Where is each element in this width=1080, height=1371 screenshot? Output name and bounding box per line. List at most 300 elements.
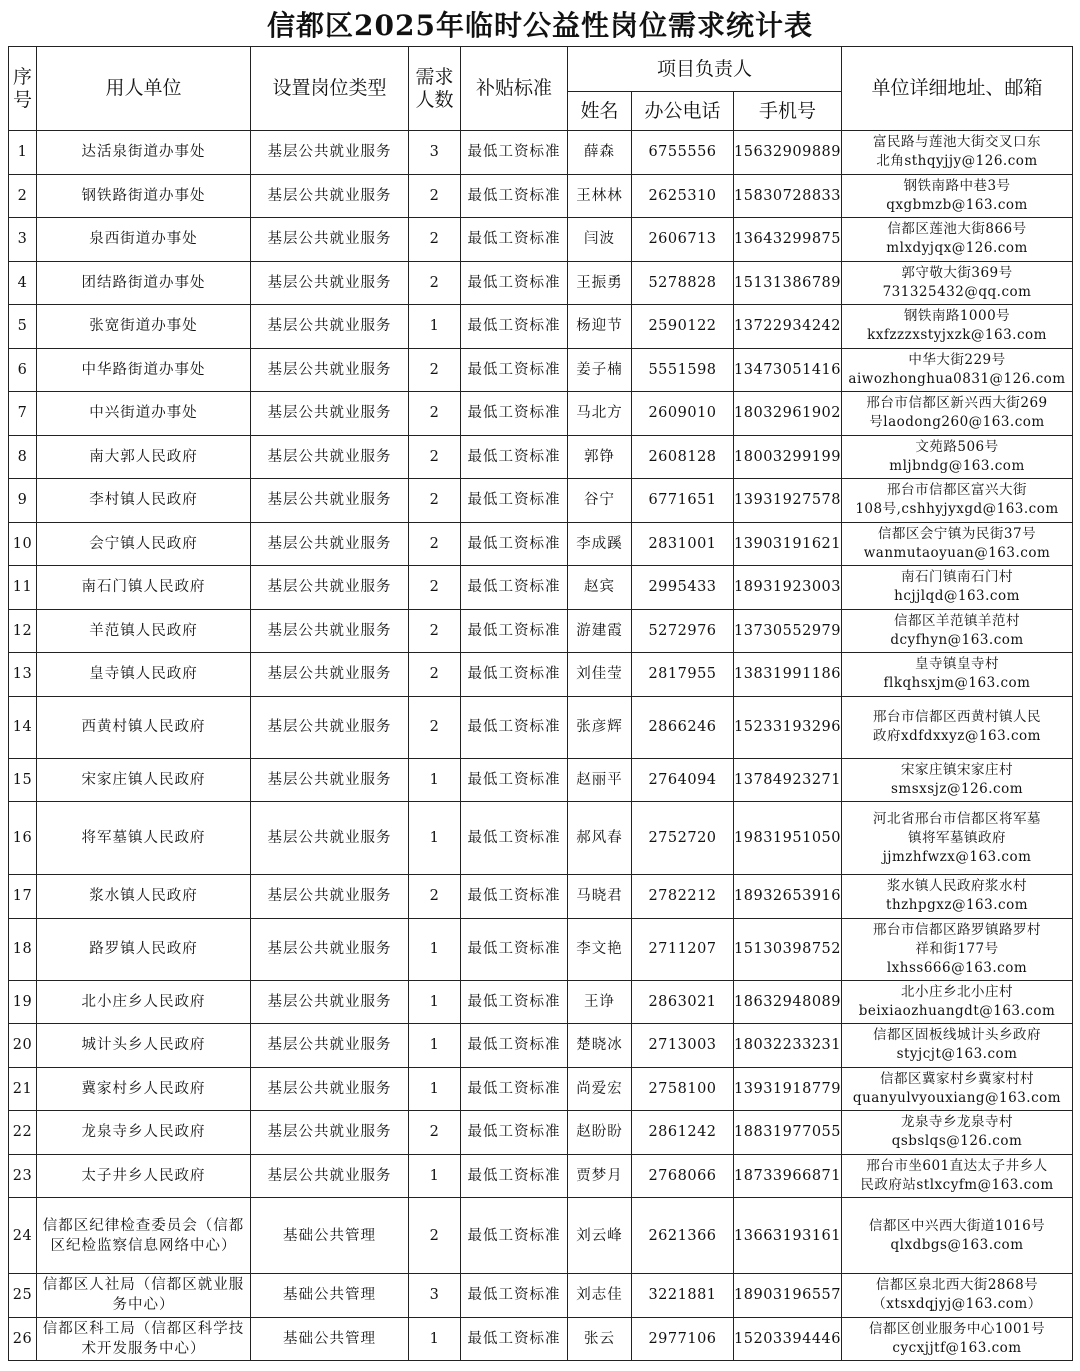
cell-address bbox=[842, 566, 1073, 610]
cell-count: 2 bbox=[409, 653, 461, 697]
table-body bbox=[9, 131, 1073, 1361]
cell-address bbox=[842, 392, 1073, 436]
cell-type: 基础公共管理 bbox=[251, 1317, 409, 1361]
cell-type: 基层公共就业服务 bbox=[251, 566, 409, 610]
cell-index: 14 bbox=[9, 696, 37, 758]
cell-index: 1 bbox=[9, 131, 37, 175]
table-row bbox=[9, 653, 1073, 697]
cell-unit: 信都区科工局（信都区科学技术开发服务中心） bbox=[37, 1317, 251, 1361]
document-title: 信都区2025年临时公益性岗位需求统计表 bbox=[267, 9, 813, 42]
cell-index: 22 bbox=[9, 1111, 37, 1155]
cell-subsidy: 最低工资标准 bbox=[461, 479, 568, 523]
cell-count: 1 bbox=[409, 1317, 461, 1361]
cell-subsidy: 最低工资标准 bbox=[461, 653, 568, 697]
cell-type: 基层公共就业服务 bbox=[251, 392, 409, 436]
cell-unit: 西黄村镇人民政府 bbox=[37, 696, 251, 758]
cell-index: 15 bbox=[9, 758, 37, 802]
cell-mobile: 13473051416 bbox=[734, 348, 842, 392]
cell-count: 1 bbox=[409, 802, 461, 875]
cell-count: 3 bbox=[409, 131, 461, 175]
cell-address bbox=[842, 479, 1073, 523]
cell-mobile: 13903191621 bbox=[734, 522, 842, 566]
cell-unit: 张宽街道办事处 bbox=[37, 305, 251, 349]
cell-office-phone: 6755556 bbox=[632, 131, 734, 175]
cell-address bbox=[842, 1067, 1073, 1111]
cell-mobile: 13730552979 bbox=[734, 609, 842, 653]
address-line: 祥和街177号 bbox=[915, 940, 999, 957]
address-line: 北角sthqyjjy@126.com bbox=[876, 153, 1038, 170]
table-row bbox=[9, 218, 1073, 262]
cell-type: 基层公共就业服务 bbox=[251, 609, 409, 653]
cell-type: 基层公共就业服务 bbox=[251, 261, 409, 305]
cell-name: 马晓君 bbox=[568, 875, 632, 919]
cell-office-phone: 2609010 bbox=[632, 392, 734, 436]
address-line: mljbndg@163.com bbox=[889, 457, 1025, 474]
cell-count: 2 bbox=[409, 875, 461, 919]
cell-unit: 达活泉街道办事处 bbox=[37, 131, 251, 175]
cell-subsidy: 最低工资标准 bbox=[461, 918, 568, 980]
address-line: cycxjjtf@163.com bbox=[892, 1339, 1022, 1356]
cell-count: 1 bbox=[409, 1024, 461, 1068]
table-row bbox=[9, 348, 1073, 392]
address-line: 信都区冀家村乡冀家村村 bbox=[880, 1070, 1035, 1087]
cell-index: 19 bbox=[9, 980, 37, 1024]
cell-office-phone: 2711207 bbox=[632, 918, 734, 980]
cell-address bbox=[842, 261, 1073, 305]
cell-office-phone: 2713003 bbox=[632, 1024, 734, 1068]
cell-unit: 皇寺镇人民政府 bbox=[37, 653, 251, 697]
cell-unit: 冀家村乡人民政府 bbox=[37, 1067, 251, 1111]
cell-name: 刘志佳 bbox=[568, 1274, 632, 1318]
cell-address bbox=[842, 653, 1073, 697]
cell-type: 基层公共就业服务 bbox=[251, 918, 409, 980]
cell-name: 王诤 bbox=[568, 980, 632, 1024]
cell-unit: 宋家庄镇人民政府 bbox=[37, 758, 251, 802]
cell-name: 尚爱宏 bbox=[568, 1067, 632, 1111]
cell-type: 基层公共就业服务 bbox=[251, 218, 409, 262]
address-line: 中华大街229号 bbox=[908, 351, 1006, 368]
table-row bbox=[9, 131, 1073, 175]
cell-name: 王振勇 bbox=[568, 261, 632, 305]
cell-name: 贾梦月 bbox=[568, 1154, 632, 1198]
cell-count: 2 bbox=[409, 609, 461, 653]
cell-address bbox=[842, 802, 1073, 875]
table-row bbox=[9, 1067, 1073, 1111]
address-line: 文苑路506号 bbox=[915, 438, 999, 455]
cell-type: 基础公共管理 bbox=[251, 1274, 409, 1318]
table-row bbox=[9, 1154, 1073, 1198]
address-line: flkqhsxjm@163.com bbox=[883, 675, 1031, 692]
cell-index: 10 bbox=[9, 522, 37, 566]
table-row bbox=[9, 392, 1073, 436]
address-line: beixiaozhuangdt@163.com bbox=[858, 1002, 1056, 1019]
cell-office-phone: 2782212 bbox=[632, 875, 734, 919]
cell-count: 2 bbox=[409, 479, 461, 523]
cell-mobile: 13784923271 bbox=[734, 758, 842, 802]
cell-office-phone: 2625310 bbox=[632, 174, 734, 218]
address-line: dcyfhyn@163.com bbox=[890, 631, 1024, 648]
address-line: 宋家庄镇宋家庄村 bbox=[901, 761, 1014, 778]
cell-mobile: 15830728833 bbox=[734, 174, 842, 218]
address-line: lxhss666@163.com bbox=[886, 959, 1028, 976]
cell-subsidy: 最低工资标准 bbox=[461, 1067, 568, 1111]
address-line: 龙泉寺乡龙泉寺村 bbox=[901, 1114, 1014, 1131]
cell-index: 8 bbox=[9, 435, 37, 479]
cell-subsidy: 最低工资标准 bbox=[461, 348, 568, 392]
cell-name: 谷宁 bbox=[568, 479, 632, 523]
cell-address bbox=[842, 1317, 1073, 1361]
cell-mobile: 18831977055 bbox=[734, 1111, 842, 1155]
address-line: 邢台市信都区新兴西大街269 bbox=[866, 395, 1048, 412]
cell-office-phone: 2863021 bbox=[632, 980, 734, 1024]
address-line: 信都区羊范镇羊范村 bbox=[894, 612, 1021, 629]
cell-mobile: 18903196557 bbox=[734, 1274, 842, 1318]
cell-unit: 龙泉寺乡人民政府 bbox=[37, 1111, 251, 1155]
address-line: 皇寺镇皇寺村 bbox=[915, 656, 1000, 673]
cell-count: 1 bbox=[409, 1154, 461, 1198]
header-address: 单位详细地址、邮箱 bbox=[842, 47, 1073, 131]
cell-subsidy: 最低工资标准 bbox=[461, 802, 568, 875]
table-row bbox=[9, 696, 1073, 758]
address-line: 信都区固板线城计头乡政府 bbox=[873, 1027, 1042, 1044]
cell-count: 2 bbox=[409, 348, 461, 392]
cell-office-phone: 2752720 bbox=[632, 802, 734, 875]
cell-address bbox=[842, 1154, 1073, 1198]
cell-type: 基层公共就业服务 bbox=[251, 1024, 409, 1068]
cell-type: 基层公共就业服务 bbox=[251, 348, 409, 392]
cell-office-phone: 2977106 bbox=[632, 1317, 734, 1361]
cell-unit: 将军墓镇人民政府 bbox=[37, 802, 251, 875]
address-line: 邢台市信都区西黄村镇人民 bbox=[873, 709, 1042, 725]
cell-unit: 信都区纪律检查委员会（信都区纪检监察信息网络中心） bbox=[37, 1198, 251, 1274]
cell-subsidy: 最低工资标准 bbox=[461, 980, 568, 1024]
cell-type: 基层公共就业服务 bbox=[251, 479, 409, 523]
address-line: styjcjt@163.com bbox=[896, 1046, 1018, 1063]
table-row bbox=[9, 609, 1073, 653]
cell-address bbox=[842, 174, 1073, 218]
cell-unit: 泉西街道办事处 bbox=[37, 218, 251, 262]
cell-office-phone: 5551598 bbox=[632, 348, 734, 392]
table-row bbox=[9, 875, 1073, 919]
cell-name: 张云 bbox=[568, 1317, 632, 1361]
cell-address bbox=[842, 1274, 1073, 1318]
cell-subsidy: 最低工资标准 bbox=[461, 696, 568, 758]
cell-count: 2 bbox=[409, 522, 461, 566]
cell-address bbox=[842, 696, 1073, 758]
cell-subsidy: 最低工资标准 bbox=[461, 261, 568, 305]
cell-index: 16 bbox=[9, 802, 37, 875]
cell-subsidy: 最低工资标准 bbox=[461, 1024, 568, 1068]
cell-name: 马北方 bbox=[568, 392, 632, 436]
cell-subsidy: 最低工资标准 bbox=[461, 131, 568, 175]
cell-type: 基层公共就业服务 bbox=[251, 980, 409, 1024]
cell-address bbox=[842, 435, 1073, 479]
table-row bbox=[9, 918, 1073, 980]
header-name: 姓名 bbox=[568, 92, 632, 131]
cell-office-phone: 6771651 bbox=[632, 479, 734, 523]
cell-count: 2 bbox=[409, 566, 461, 610]
cell-subsidy: 最低工资标准 bbox=[461, 174, 568, 218]
cell-subsidy: 最低工资标准 bbox=[461, 875, 568, 919]
address-line: jjmzhfwzx@163.com bbox=[882, 848, 1032, 865]
cell-unit: 中兴街道办事处 bbox=[37, 392, 251, 436]
cell-address bbox=[842, 980, 1073, 1024]
table-row bbox=[9, 1317, 1073, 1361]
cell-index: 3 bbox=[9, 218, 37, 262]
cell-index: 20 bbox=[9, 1024, 37, 1068]
cell-name: 刘云峰 bbox=[568, 1198, 632, 1274]
cell-name: 薛森 bbox=[568, 131, 632, 175]
address-line: 民政府站stlxcyfm@163.com bbox=[860, 1176, 1054, 1193]
table-row bbox=[9, 566, 1073, 610]
table-row bbox=[9, 305, 1073, 349]
cell-mobile: 13831991186 bbox=[734, 653, 842, 697]
cell-mobile: 15233193296 bbox=[734, 696, 842, 758]
address-line: aiwozhonghua0831@126.com bbox=[848, 370, 1066, 387]
cell-unit: 会宁镇人民政府 bbox=[37, 522, 251, 566]
cell-count: 2 bbox=[409, 435, 461, 479]
cell-type: 基层公共就业服务 bbox=[251, 435, 409, 479]
cell-subsidy: 最低工资标准 bbox=[461, 218, 568, 262]
cell-unit: 李村镇人民政府 bbox=[37, 479, 251, 523]
cell-office-phone: 5278828 bbox=[632, 261, 734, 305]
cell-name: 姜子楠 bbox=[568, 348, 632, 392]
cell-address bbox=[842, 305, 1073, 349]
address-line: 政府xdfdxxyz@163.com bbox=[873, 728, 1041, 744]
address-line: 钢铁南路1000号 bbox=[903, 308, 1011, 325]
cell-mobile: 18032233231 bbox=[734, 1024, 842, 1068]
cell-address bbox=[842, 1024, 1073, 1068]
cell-unit: 信都区人社局（信都区就业服务中心） bbox=[37, 1274, 251, 1318]
cell-count: 1 bbox=[409, 918, 461, 980]
cell-count: 1 bbox=[409, 980, 461, 1024]
cell-mobile: 15131386789 bbox=[734, 261, 842, 305]
cell-type: 基层公共就业服务 bbox=[251, 653, 409, 697]
cell-address bbox=[842, 218, 1073, 262]
cell-office-phone: 2764094 bbox=[632, 758, 734, 802]
address-line: 信都区中兴西大街道1016号 bbox=[868, 1217, 1046, 1234]
cell-name: 李文艳 bbox=[568, 918, 632, 980]
cell-subsidy: 最低工资标准 bbox=[461, 609, 568, 653]
table-row bbox=[9, 261, 1073, 305]
address-line: 浆水镇人民政府浆水村 bbox=[887, 878, 1028, 895]
cell-count: 2 bbox=[409, 218, 461, 262]
cell-office-phone: 2861242 bbox=[632, 1111, 734, 1155]
address-line: 北小庄乡北小庄村 bbox=[901, 983, 1014, 1000]
address-line: 信都区莲池大街866号 bbox=[887, 221, 1027, 238]
cell-subsidy: 最低工资标准 bbox=[461, 758, 568, 802]
cell-index: 18 bbox=[9, 918, 37, 980]
cell-count: 3 bbox=[409, 1274, 461, 1318]
cell-name: 张彦辉 bbox=[568, 696, 632, 758]
cell-unit: 中华路街道办事处 bbox=[37, 348, 251, 392]
cell-mobile: 18003299199 bbox=[734, 435, 842, 479]
cell-mobile: 13663193161 bbox=[734, 1198, 842, 1274]
cell-unit: 北小庄乡人民政府 bbox=[37, 980, 251, 1024]
cell-address bbox=[842, 1111, 1073, 1155]
address-line: quanyulvyouxiang@163.com bbox=[852, 1089, 1062, 1106]
cell-type: 基层公共就业服务 bbox=[251, 758, 409, 802]
cell-count: 2 bbox=[409, 1111, 461, 1155]
cell-count: 1 bbox=[409, 758, 461, 802]
address-line: 108号,cshhyjyxgd@163.com bbox=[855, 501, 1059, 518]
cell-address bbox=[842, 348, 1073, 392]
cell-mobile: 13722934242 bbox=[734, 305, 842, 349]
cell-subsidy: 最低工资标准 bbox=[461, 566, 568, 610]
cell-office-phone: 2768066 bbox=[632, 1154, 734, 1198]
cell-name: 楚晓冰 bbox=[568, 1024, 632, 1068]
cell-subsidy: 最低工资标准 bbox=[461, 435, 568, 479]
table-row bbox=[9, 1198, 1073, 1274]
address-line: 号laodong260@163.com bbox=[869, 414, 1045, 431]
cell-address bbox=[842, 758, 1073, 802]
cell-count: 2 bbox=[409, 696, 461, 758]
address-line: 邢台市坐601直达太子井乡人 bbox=[866, 1157, 1048, 1174]
cell-count: 2 bbox=[409, 1198, 461, 1274]
header-mobile: 手机号 bbox=[734, 92, 842, 131]
address-line: smsxsjz@126.com bbox=[890, 780, 1024, 797]
cell-address bbox=[842, 918, 1073, 980]
cell-subsidy: 最低工资标准 bbox=[461, 1111, 568, 1155]
cell-index: 26 bbox=[9, 1317, 37, 1361]
cell-mobile: 15632909889 bbox=[734, 131, 842, 175]
cell-index: 5 bbox=[9, 305, 37, 349]
address-line: kxfzzzxstyjxzk@163.com bbox=[867, 327, 1047, 344]
cell-type: 基层公共就业服务 bbox=[251, 875, 409, 919]
cell-unit: 南石门镇人民政府 bbox=[37, 566, 251, 610]
cell-subsidy: 最低工资标准 bbox=[461, 392, 568, 436]
address-line: qsbslqs@126.com bbox=[891, 1133, 1023, 1150]
cell-name: 游建霞 bbox=[568, 609, 632, 653]
cell-unit: 浆水镇人民政府 bbox=[37, 875, 251, 919]
cell-unit: 羊范镇人民政府 bbox=[37, 609, 251, 653]
cell-type: 基层公共就业服务 bbox=[251, 802, 409, 875]
address-line: 信都区会宁镇为民街37号 bbox=[877, 525, 1037, 542]
cell-office-phone: 2606713 bbox=[632, 218, 734, 262]
cell-name: 赵宾 bbox=[568, 566, 632, 610]
cell-index: 13 bbox=[9, 653, 37, 697]
cell-type: 基础公共管理 bbox=[251, 1198, 409, 1274]
cell-subsidy: 最低工资标准 bbox=[461, 1317, 568, 1361]
address-line: 信都区泉北西大街2868号 bbox=[875, 1277, 1039, 1294]
cell-name: 郝风春 bbox=[568, 802, 632, 875]
cell-unit: 城计头乡人民政府 bbox=[37, 1024, 251, 1068]
header-count: 需求人数 bbox=[409, 47, 461, 131]
cell-office-phone: 2817955 bbox=[632, 653, 734, 697]
cell-address bbox=[842, 131, 1073, 175]
cell-type: 基层公共就业服务 bbox=[251, 522, 409, 566]
cell-mobile: 13931918779 bbox=[734, 1067, 842, 1111]
cell-type: 基层公共就业服务 bbox=[251, 1154, 409, 1198]
cell-subsidy: 最低工资标准 bbox=[461, 522, 568, 566]
address-line: hcjjlqd@163.com bbox=[894, 588, 1020, 605]
header-manager: 项目负责人 bbox=[568, 47, 842, 92]
cell-unit: 钢铁路街道办事处 bbox=[37, 174, 251, 218]
cell-office-phone: 2621366 bbox=[632, 1198, 734, 1274]
cell-address bbox=[842, 875, 1073, 919]
cell-office-phone: 2866246 bbox=[632, 696, 734, 758]
address-line: 邢台市信都区路罗镇路罗村 bbox=[873, 921, 1042, 938]
cell-unit: 团结路街道办事处 bbox=[37, 261, 251, 305]
cell-name: 王林林 bbox=[568, 174, 632, 218]
table-row bbox=[9, 174, 1073, 218]
cell-index: 11 bbox=[9, 566, 37, 610]
cell-index: 25 bbox=[9, 1274, 37, 1318]
cell-address bbox=[842, 1198, 1073, 1274]
cell-count: 1 bbox=[409, 305, 461, 349]
header-office-phone: 办公电话 bbox=[632, 92, 734, 131]
cell-type: 基层公共就业服务 bbox=[251, 305, 409, 349]
cell-count: 2 bbox=[409, 174, 461, 218]
cell-index: 6 bbox=[9, 348, 37, 392]
cell-mobile: 15130398752 bbox=[734, 918, 842, 980]
table-row bbox=[9, 758, 1073, 802]
cell-mobile: 18932653916 bbox=[734, 875, 842, 919]
address-line: 钢铁南路中巷3号 bbox=[903, 177, 1011, 194]
cell-type: 基层公共就业服务 bbox=[251, 1067, 409, 1111]
cell-unit: 路罗镇人民政府 bbox=[37, 918, 251, 980]
cell-address bbox=[842, 609, 1073, 653]
cell-name: 杨迎节 bbox=[568, 305, 632, 349]
address-line: 郭守敬大街369号 bbox=[901, 264, 1013, 281]
cell-index: 24 bbox=[9, 1198, 37, 1274]
table-row bbox=[9, 802, 1073, 875]
cell-type: 基层公共就业服务 bbox=[251, 696, 409, 758]
cell-type: 基层公共就业服务 bbox=[251, 174, 409, 218]
cell-office-phone: 2995433 bbox=[632, 566, 734, 610]
cell-count: 2 bbox=[409, 392, 461, 436]
address-line: wanmutaoyuan@163.com bbox=[863, 544, 1051, 561]
address-line: 邢台市信都区富兴大街 bbox=[887, 482, 1028, 499]
table-row bbox=[9, 980, 1073, 1024]
address-line: （xtsxdqjyj@163.com） bbox=[872, 1296, 1042, 1313]
cell-type: 基层公共就业服务 bbox=[251, 131, 409, 175]
address-line: qlxdbgs@163.com bbox=[890, 1236, 1024, 1253]
cell-mobile: 18032961902 bbox=[734, 392, 842, 436]
cell-office-phone: 2590122 bbox=[632, 305, 734, 349]
cell-subsidy: 最低工资标准 bbox=[461, 1274, 568, 1318]
job-demand-table bbox=[8, 46, 1073, 1361]
cell-office-phone: 3221881 bbox=[632, 1274, 734, 1318]
table-row bbox=[9, 435, 1073, 479]
cell-index: 12 bbox=[9, 609, 37, 653]
cell-office-phone: 2758100 bbox=[632, 1067, 734, 1111]
cell-unit: 太子井乡人民政府 bbox=[37, 1154, 251, 1198]
cell-name: 赵盼盼 bbox=[568, 1111, 632, 1155]
cell-address bbox=[842, 522, 1073, 566]
cell-mobile: 18733966871 bbox=[734, 1154, 842, 1198]
cell-index: 23 bbox=[9, 1154, 37, 1198]
cell-index: 9 bbox=[9, 479, 37, 523]
address-line: 河北省邢台市信都区将军墓 bbox=[873, 810, 1042, 827]
cell-name: 赵丽平 bbox=[568, 758, 632, 802]
address-line: 信都区创业服务中心1001号 bbox=[868, 1320, 1046, 1337]
address-line: 731325432@qq.com bbox=[882, 283, 1032, 300]
cell-index: 21 bbox=[9, 1067, 37, 1111]
address-line: 南石门镇南石门村 bbox=[901, 569, 1014, 586]
cell-name: 李成蹊 bbox=[568, 522, 632, 566]
cell-subsidy: 最低工资标准 bbox=[461, 305, 568, 349]
cell-mobile: 15203394446 bbox=[734, 1317, 842, 1361]
header-type: 设置岗位类型 bbox=[251, 47, 409, 131]
header-unit: 用人单位 bbox=[37, 47, 251, 131]
cell-name: 郭铮 bbox=[568, 435, 632, 479]
address-line: mlxdyjqx@126.com bbox=[886, 240, 1028, 257]
cell-count: 2 bbox=[409, 261, 461, 305]
table-row bbox=[9, 1024, 1073, 1068]
address-line: 镇将军墓镇政府 bbox=[908, 829, 1007, 846]
table-row bbox=[9, 1111, 1073, 1155]
